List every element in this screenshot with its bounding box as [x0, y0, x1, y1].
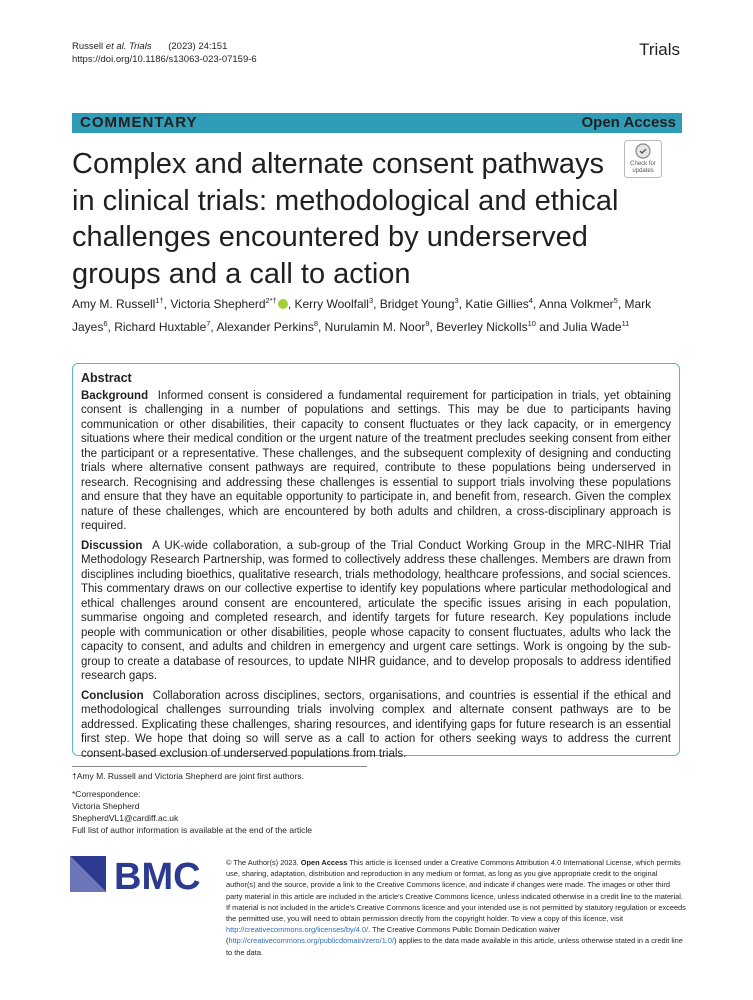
conclusion-label: Conclusion — [81, 689, 144, 702]
license-body-1: This article is licensed under a Creative Commons Attribution 4.0 International License, which permits use, sharing, adaptation, distribution and reproduction in any medium or format, as long as you give appropriate credit to the original author(s) and the source, provide a link to the Creative Commons licence, and indicate if changes were made. The images or other third party material in this article are included in the article's Creative Commons licence, unless indicated otherwise in a credit line to the material. If material is not included in the article's Creative Commons licence and your intended use is not permitted by statutory regulation or exceeds the permitted use, you will need to obtain permission directly from the copyright holder. To view a copy of this licence, visit — [226, 858, 686, 924]
open-access-label: Open Access — [581, 114, 676, 131]
license-body-2: . The Creative Commons Public Domain Dedication waiver ( — [226, 925, 561, 946]
discussion-label: Discussion — [81, 539, 143, 552]
discussion-text: A UK-wide collaboration, a sub-group of the Trial Conduct Working Group in the MRC-NIHR Trial Methodology Research Partnership, was formed to collectively address these challenges. Members are drawn from disciplines including bioethics, qualitative research, trials methodology, healthcare professions, and social sciences. This commentary draws on our collective expertise to identify key populations where particular methodological and ethical challenges around consent are encountered, articulate the specific issues arising in each population, summarise ongoing and completed research, and identify targets for future research. Key populations include people with communication or other disabilities, people whose capacity to consent fluctuates, adults who lack the capacity to consent, and adults and children in emergency and urgent care settings. Work is ongoing by the sub-group to create a database of resources, to update NIHR guidance, and to develop proposals to address identified research gaps. — [81, 539, 671, 682]
author-connector: and — [539, 320, 560, 334]
abstract-box — [72, 363, 680, 760]
author-3: Kerry Woolfall — [294, 297, 369, 311]
author-6: Anna Volkmer — [538, 297, 614, 311]
aff-8: 7 — [206, 319, 211, 328]
author-5: Katie Gillies — [465, 297, 529, 311]
badge-line-2: updates — [632, 168, 654, 174]
author-info-note: Full list of author information is available at the end of the article — [72, 825, 313, 835]
aff-3: 3 — [368, 296, 374, 305]
license-text — [226, 857, 686, 958]
correspondence-email[interactable]: ShepherdVL1@cardiff.ac.uk — [72, 813, 179, 823]
background-label: Background — [81, 389, 149, 402]
open-access-bold: Open Access — [300, 858, 348, 867]
update-icon — [636, 144, 650, 158]
aff-9: 8 — [313, 319, 318, 328]
author-11: Beverley Nickolls — [436, 320, 528, 334]
article-type: COMMENTARY — [80, 114, 198, 131]
article-title: Complex and alternate consent pathways in clinical trials: methodological and ethical challenges encountered by underserved groups and a call to action — [72, 148, 619, 290]
bmc-mark-icon — [70, 856, 106, 892]
running-author: Russell — [72, 41, 104, 52]
background-text: Informed consent is considered a fundamental requirement for participation in trials, yet obtaining consent is challenging in a number of populations and settings. This may be due to participants having communication or other disabilities, their capacity to consent fluctuates or they lack capacity, or in emergency situations where their medical condition or the urgent nature of the treatment precludes seeking consent from either the participant or a representative. These challenges, and the subsequent complexity of designing and conducting trials where alternative consent pathways are required, contribute to these populations being underserved in research. Recognising and addressing these challenges is essential to support trials involving these populations and ensure that they have an equitable opportunity to participate in, and benefit from, research. Given the complex nature of these challenges, which are encountered by both adults and children, a cross-disciplinary approach is required. — [81, 389, 672, 532]
author-7: Mark Jayes — [72, 297, 652, 334]
aff-10: 9 — [425, 319, 430, 328]
running-header — [72, 40, 257, 66]
author-2: Victoria Shepherd — [170, 297, 266, 311]
abstract-heading: Abstract — [81, 371, 132, 385]
aff-6: 5 — [613, 296, 618, 305]
author-8: Richard Huxtable — [114, 320, 207, 334]
license-body-3: ) applies to the data made available in this article, unless otherwise stated in a credit line to the data. — [226, 936, 683, 957]
author-10: Nurulamin M. Noor — [324, 320, 426, 334]
bmc-logo — [70, 854, 220, 894]
license-link-cc0[interactable]: http://creativecommons.org/publicdomain/zero/1.0/ — [228, 936, 395, 946]
copyright: © The Author(s) 2023. — [226, 858, 299, 867]
aff-12: 11 — [621, 319, 630, 328]
abstract-conclusion — [81, 689, 671, 762]
license-link-cc-by[interactable]: http://creativecommons.org/licenses/by/4.0/ — [226, 925, 369, 935]
citation: (2023) 24:151 — [168, 41, 228, 52]
author-12: Julia Wade — [562, 320, 622, 334]
author-4: Bridget Young — [379, 297, 455, 311]
aff-2: 2*† — [265, 296, 277, 305]
aff-7: 6 — [103, 319, 108, 328]
doi-link[interactable]: https://doi.org/10.1186/s13063-023-07159-6 — [72, 54, 257, 65]
author-1: Amy M. Russell — [72, 297, 156, 311]
journal-name: Trials — [639, 40, 680, 59]
author-list: Amy M. Russell$^{1\dagger}$, Victoria Shepherd$^{2*\dagger}$ , Kerry Woolfall$^3$, Bridget Young$^3$, Katie Gillies$^4$, Anna Volkmer$^5$, Mark Jayes$^6$, Richard Huxtable$^7$, Alexander Perkins$^8$, Nurulamin M. Noor$^9$, Beverley Nickolls$^{10}$ and Julia Wade$^{11}$ — [72, 296, 652, 334]
badge-line-1: Check for — [630, 161, 656, 167]
bmc-logo-text: BMC — [114, 856, 201, 894]
aff-1: 1† — [155, 296, 164, 305]
abstract-background — [81, 389, 671, 534]
article-type-banner — [72, 113, 682, 133]
aff-11: 10 — [527, 319, 536, 328]
aff-5: 4 — [528, 296, 533, 305]
correspondence-label: *Correspondence: — [72, 789, 141, 799]
correspondence-name: Victoria Shepherd — [72, 801, 140, 811]
aff-4: 3 — [454, 296, 459, 305]
abstract-discussion — [81, 539, 671, 684]
conclusion-text: Collaboration across disciplines, sectors, organisations, and countries is essential if the ethical and methodological challenges surrounding trials involving complex and alternate consent pathways are to be addressed. Explicating these challenges, sharing resources, and identifying gaps for future research is an essential first step. We hope that doing so will serve as a call to action for others seeking ways to address the current consent-based exclusion of underserved populations from trials. — [81, 689, 672, 760]
orcid-icon[interactable] — [278, 299, 288, 309]
et-al: et al. — [105, 41, 127, 52]
running-journal: Trials — [129, 41, 152, 52]
footnote-rule — [72, 766, 367, 767]
check-for-updates-badge[interactable] — [624, 140, 662, 178]
joint-authors-note: †Amy M. Russell and Victoria Shepherd are joint first authors. — [72, 771, 304, 781]
author-9: Alexander Perkins — [216, 320, 314, 334]
correspondence-block — [72, 788, 312, 836]
